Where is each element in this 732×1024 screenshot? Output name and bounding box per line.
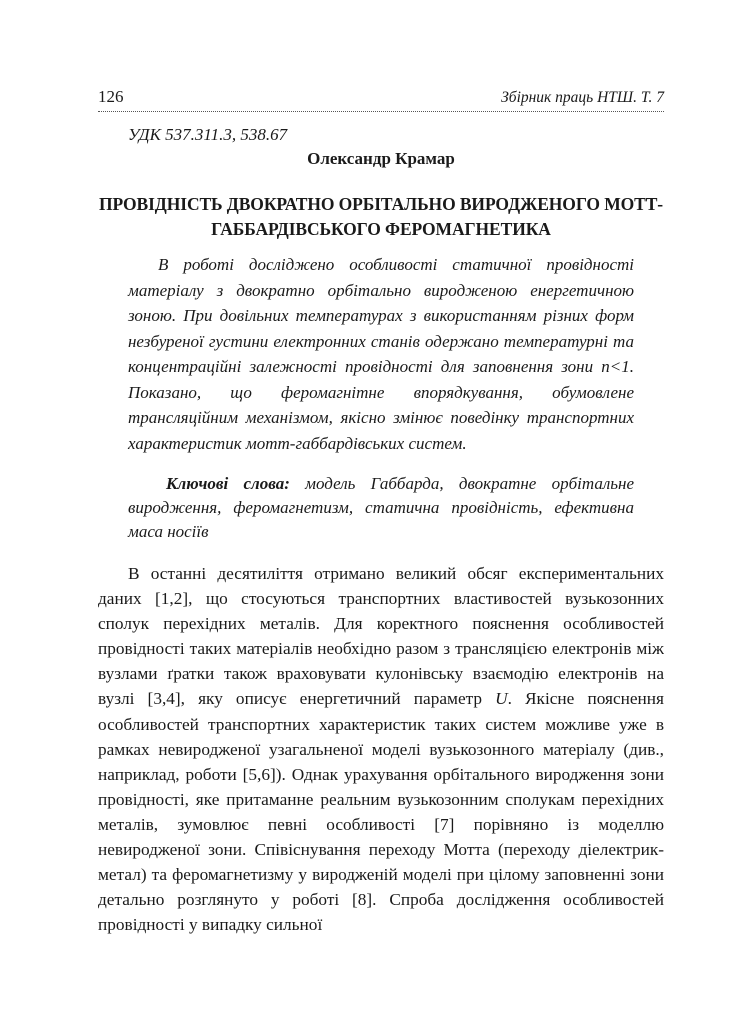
keywords-text: модель Габбарда, двократне орбітальне виродження, феромагнетизм, статична провідність, ефективна маса носіїв [128, 474, 635, 541]
running-header [98, 86, 664, 112]
body-paragraph [98, 561, 664, 937]
body-text-part1: В останні десятиліття отримано великий обсяг експериментальних даних [1,2], що стосуються транспортних властивостей вузькозонних сполук перехідних металів. Для коректного пояснення особливостей провідності таких матеріалів необхідно разом з трансляцією електронів між вузлами ґратки також враховувати кулонівську взаємодію електронів на вузлі [3,4], яку описує енергетичний параметр [98, 564, 664, 709]
author-name: Олександр Крамар [307, 149, 455, 168]
keywords [128, 472, 634, 544]
page-number: 126 [98, 87, 124, 106]
abstract: В роботі досліджено особливості статичної провідності матеріалу з двократно орбітально виродженою енергетичною зоною. При довільних температурах з використанням різних форм незбуреної густини електронних станів одержано температурні та концентраційні залежності провідності для заповнення зони n<1. Показано, що феромагнітне впорядкування, обумовлене трансляційним механізмом, якісно змінює поведінку транспортних характеристик мотт-габбардівських систем. [128, 255, 634, 453]
variable-u: U [495, 689, 508, 709]
paper-page [98, 86, 664, 955]
udc-code: УДК 537.311.3, 538.67 [128, 125, 288, 144]
paper-title: ПРОВІДНІСТЬ ДВОКРАТНО ОРБІТАЛЬНО ВИРОДЖЕНОГО МОТТ-ГАББАРДІВСЬКОГО ФЕРОМАГНЕТИКА [98, 194, 663, 239]
journal-title: Збірник праць НТШ. Т. 7 [501, 89, 664, 106]
keywords-label: Ключові слова: [166, 474, 290, 493]
body-text-part2: . Якісне пояснення особливостей транспортних характеристик таких систем можливе уже в рамках невиродженої узагальненої моделі вузькозонного матеріалу (див., наприклад, роботи [5,6]). Однак урахування орбітального виродження зони провідності, яке притаманне реальним вузькозонним сполукам перехідних металів, зумовлює певні особливості [7] порівняно із моделлю невиродженої зони. Співіснування переходу Мотта (переходу діелектрик-метал) та феромагнетизму у виродженій моделі при цілому заповненні зони детально розглянуто у роботі [8]. Спроба дослідження особливостей провідності у випадку сильної [98, 689, 664, 935]
